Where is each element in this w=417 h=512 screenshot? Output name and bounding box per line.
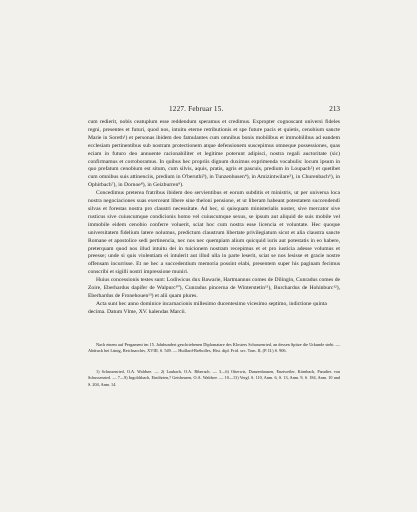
header-date: 1227. Februar 15.	[169, 105, 224, 113]
source-note-text: Nach einem auf Pergament im 15. Jahrhundert geschriebenen Diplomatare des Klosters Schussenried, an dessen Spitze die Urkunde steht. — Abdruck bei Lünig, Reichsarchiv, XVIII, S. 549. — Huillard-Bréholles, Hist. dipl. Frid. sec. Tom. II, (P. II.) S. 906.	[88, 342, 340, 354]
charter-text	[88, 119, 340, 317]
page-header	[88, 104, 340, 114]
page-number: 213	[329, 105, 340, 113]
charter-paragraph-1: cum redierit, nobis ceatuplum esse reddendum speramus et credimus. Expropter cognoscant universi fideles regni, presentes et futuri, quod nos, intuitu eterne retributionis et spe future pacis et quietis, cenobium sancte Marie in Soreth¹) et personas ibidem deo famulantes cum omnibus bonis mobilibus et immobilibus ad eandem ecclesiam pertinentibus sub nostram protectionem atque defensionem suscepimus omneque possessiones, quas eciam in futuro deo annuente racionabiliter et legitime poterunt adipisci, nostra regali auctoritate (sic) confirmamus et corroboramus. In quibus hec propriis dignum duximus exprimenda vocabulis: locum ipsum in quo prefatum cenobium est situm, cum silvis, aquis, pratis, agris et pascuis, predium in Loupach²) et quetibet cum omnibus suis attinenciis, predium in O'beruthi³), in Tunzenhusen⁴), in Amizintwilare⁵), in Churenbach⁶), in Ophirbach⁷), in Dornoe⁸), in Geizburren⁹).	[88, 119, 340, 189]
footnotes-text: 1) Schussenried, O.A. Waldsee. — 2) Laubach, O.A. Biberach. — 3—6) Otterwis, Dunzenhausen, Enztweiler, Kürnbach, Paradies von Schussenried. — 7—9) Ingoldsbach, Einöhrien,? Geisbeuren, O.A. Waldsee. — 10—13) Vergl. S. 110, Anm. 6, S. 13, Anm. 9, S. 184, Anm. 10 und S. 204, Anm. 14.	[88, 369, 340, 387]
witnesses-paragraph: Huius concessionis testes sunt: Lodiwicus dux Bawarie, Hartmannus comes de Dilingin, Cunradus comes de Zoire, Eberhardus dapifer de Walpurc¹⁰), Cunradus pincerna de Winterstetin¹¹), Burchardus de Hohinburc¹²), Eberhardus de Fronehouen¹³) et alii quam plures.	[88, 277, 340, 299]
dating-paragraph: Acta sunt hec anno dominice incarnacionis millesimo ducentesimo vicesimo septimo, indictione quinta decima. Datum Vlme, XV. kalendas Marcii.	[88, 300, 327, 315]
footnotes	[88, 369, 340, 388]
source-note	[88, 342, 340, 355]
charter-paragraph-2: Concedimus preterea fratribus ibidem deo servientibus et eorum subditis et ministris, ut per universa loca nostra negociaciones suas exerceant libere sine theloni pensione, et ut liberam habeant potestatem succendendi silvas et forestas nostra pro claustri necessitate. Ad hec, si quisquam ministerialis noster, sive mercator sive rusticus sive cuiuscumque condicionis homo vel cuiuscumque sexus, se ipsum aut aliquid de suis mobile vel immobile eidem cenobio conferre voluerit, sciat hoc cum nostra esse licencia et voluntate. Hec quoque universitatem fidelium latere nolumus, predictum claustrum libertate privilegiatum sicut et alia claustra sancte Romane et apostolice sedi pertinencia, nec nos nec quempiam alium quicquid iuris aut potestatis in eo habere, preterquam quod nos illud intuitu dei in tuicionem nostram recepimus et et pro iusticia adesse volumus et preesse; unde si quis violentiam ei intulerit aut illud ulla in parte leserit, sciat se nos lesisse et gracie nostre offensam incurrisse. Et ne hec a succedentium memoria possint elabi, presentem super his paginam fecimus conscribi et sigilli nostri impressione muniri.	[88, 190, 340, 276]
